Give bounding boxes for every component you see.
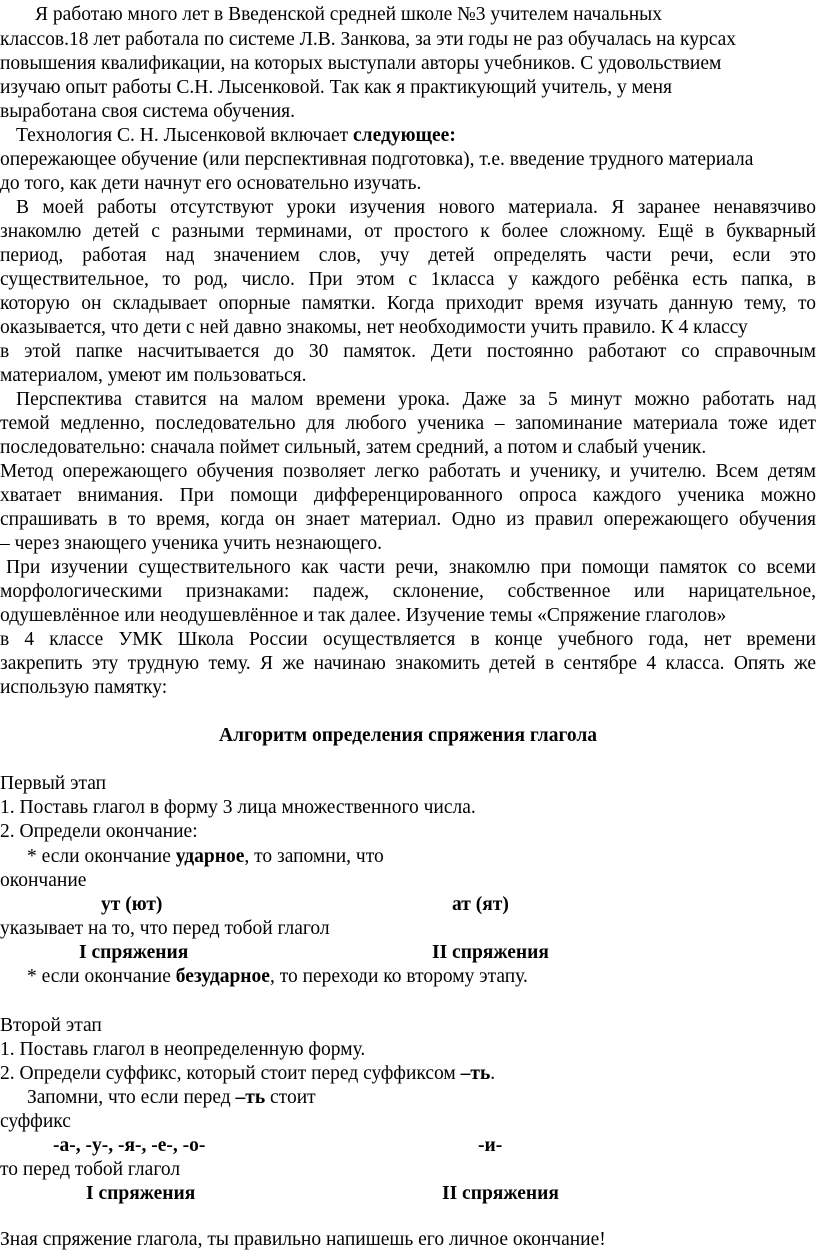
- conclusion: Зная спряжение глагола, ты правильно напишешь его личное окончание!: [0, 1229, 606, 1250]
- work-line-1: В моей работы отсутствуют уроки изучения нового материала. Я заранее ненавязчиво: [16, 197, 816, 218]
- technology-line: [16, 124, 816, 148]
- stage1-conj-1: I спряжения: [79, 942, 189, 963]
- nouns-line-4: в 4 классе УМК Школа России осуществляется в конце учебного года, нет времени: [0, 629, 816, 650]
- stage1-if-post: , то запомни, что: [244, 846, 384, 867]
- stage2-step2: [0, 1062, 816, 1086]
- stage2-conj-1: I спряжения: [86, 1183, 196, 1204]
- intro-line-4: изучаю опыт работы С.Н. Лысенковой. Так как я практикующий учитель, у меня: [0, 77, 672, 98]
- stage2-remember-post: стоит: [265, 1087, 316, 1108]
- perspective-line-2: темой медленно, последовательно для любого ученика – запоминание материала тоже идет: [0, 413, 816, 434]
- work-line-3: период, работая над значением слов, учу детей определять части речи, если это: [0, 245, 816, 266]
- work-line-2: знакомлю детей с разными терминами, от простого к более сложному. Ещё в букварный: [0, 221, 816, 242]
- stage1-ending-2: ат (ят): [452, 894, 509, 915]
- stage2-step1: 1. Поставь глагол в неопределенную форму.: [0, 1039, 366, 1060]
- perspective-line-4: Метод опережающего обучения позволяет легко работать и ученику, и учителю. Всем детям: [0, 461, 816, 482]
- work-line-7: в этой папке насчитывается до 30 памяток. Дети постоянно работают со справочным: [0, 341, 816, 362]
- work-line-6: оказывается, что дети с ней давно знакомы, нет необходимости учить правило. К 4 классу: [0, 317, 748, 338]
- nouns-line-2: морфологическими признаками: падеж, склонение, собственное или нарицательное,: [0, 581, 816, 602]
- stage2-step2-bold: –ть: [460, 1063, 491, 1084]
- stage1-step1: 1. Поставь глагол в форму 3 лица множественного числа.: [0, 797, 476, 818]
- stage2-remember-pre: Запомни, что если перед: [27, 1087, 236, 1108]
- stage1-else-pre: * если окончание: [27, 966, 176, 987]
- stage2-suffix-1: -а-, -у-, -я-, -е-, -о-: [53, 1135, 206, 1156]
- stage1-conj-2: II спряжения: [432, 942, 549, 963]
- stage1-else-post: , то переходи ко второму этапу.: [269, 966, 528, 987]
- stage1-heading: Первый этап: [0, 773, 107, 794]
- perspective-line-3: последовательно: сначала поймет сильный, затем средний, а потом и слабый ученик.: [0, 437, 707, 458]
- technology-bold: следующее:: [353, 125, 456, 146]
- nouns-line-1: При изучении существительного как части речи, знакомлю при помощи памяток со всеми: [6, 557, 816, 578]
- stage1-if-bold: ударное: [175, 846, 245, 867]
- nouns-line-6: использую памятку:: [0, 677, 168, 698]
- stage2-step2-post: .: [490, 1063, 496, 1084]
- stage1-if-stressed: [27, 845, 816, 869]
- stage2-remember-bold: –ть: [235, 1087, 266, 1108]
- stage1-ending-1: ут (ют): [101, 894, 163, 915]
- stage1-if-pre: * если окончание: [27, 846, 176, 867]
- intro-line-2: классов.18 лет работала по системе Л.В. Занкова, за эти годы не раз обучалась на курсах: [0, 29, 737, 50]
- stage1-points-to: указывает на то, что перед тобой глагол: [0, 918, 330, 939]
- stage1-ending-word: окончание: [0, 870, 87, 891]
- intro-line-1: Я работаю много лет в Введенской средней школе №3 учителем начальных: [35, 4, 663, 25]
- perspective-line-5: хватает внимания. При помощи дифференцированного опроса каждого ученика можно: [0, 485, 816, 506]
- technology-text: Технология С. Н. Лысенковой включает: [16, 125, 354, 146]
- intro-line-5: выработана своя система обучения.: [0, 101, 295, 122]
- work-line-5: которую он складывает опорные памятки. Когда приходит время изучать данную тему, то: [0, 293, 816, 314]
- stage2-conj-2: II спряжения: [442, 1183, 559, 1204]
- intro-line-3: повышения квалификации, на которых выступали авторы учебников. С удовольствием: [0, 53, 722, 74]
- perspective-line-7: – через знающего ученика учить незнающего.: [0, 533, 383, 554]
- nouns-line-3: одушевлённое или неодушевлённое и так далее. Изучение темы «Спряжение глаголов»: [0, 605, 727, 626]
- stage1-else: [27, 965, 816, 989]
- work-line-4: существительное, то род, число. При этом с 1класса у каждого ребёнка есть папка, в: [0, 269, 816, 290]
- stage2-remember: [27, 1086, 816, 1110]
- stage2-suffix-word: суффикс: [0, 1111, 71, 1132]
- tech-line-1: опережающее обучение (или перспективная подготовка), т.е. введение трудного материала: [0, 149, 754, 170]
- work-line-8: материалом, умеют им пользоваться.: [0, 365, 307, 386]
- nouns-line-5: закрепить эту трудную тему. Я же начинаю знакомить детей в сентябре 4 класса. Опять же: [0, 653, 816, 674]
- perspective-line-6: спрашивать в то время, когда он знает материал. Одно из правил опережающего обучения: [0, 509, 816, 530]
- stage1-step2: 2. Определи окончание:: [0, 821, 198, 842]
- stage2-suffix-2: -и-: [478, 1135, 503, 1156]
- stage1-else-bold: безударное: [175, 966, 270, 987]
- stage2-points-to: то перед тобой глагол: [0, 1159, 181, 1180]
- algorithm-title: Алгоритм определения спряжения глагола: [218, 725, 598, 746]
- stage2-step2-pre: 2. Определи суффикс, который стоит перед суффиксом: [0, 1063, 461, 1084]
- stage2-heading: Второй этап: [0, 1015, 102, 1036]
- tech-line-2: до того, как дети начнут его основательно изучать.: [0, 173, 422, 194]
- perspective-line-1: Перспектива ставится на малом времени урока. Даже за 5 минут можно работать над: [16, 389, 816, 410]
